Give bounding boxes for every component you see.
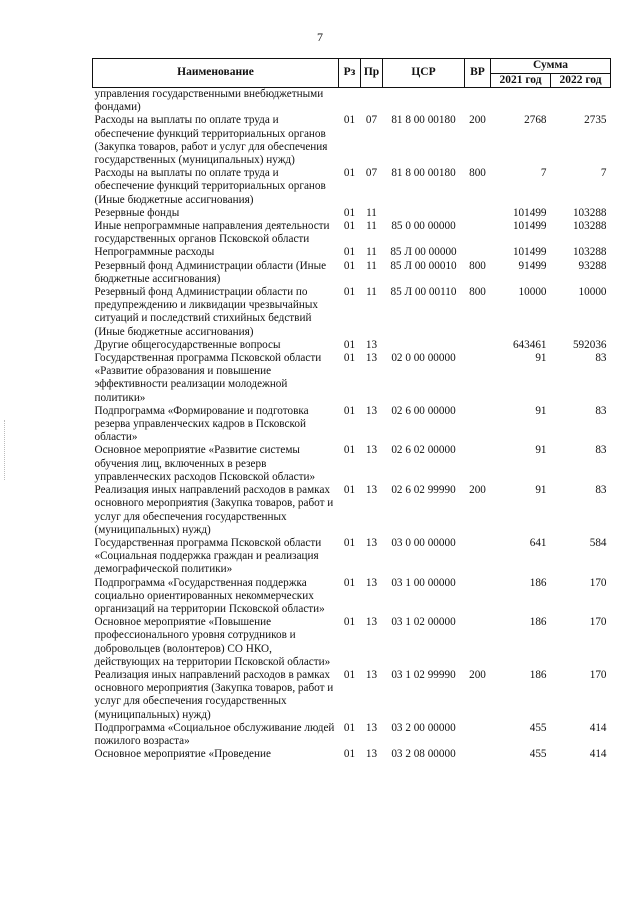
cell-pr: 13 <box>365 484 378 497</box>
cell-s2: 103288 <box>572 206 607 219</box>
cell-s1: 455 <box>529 748 547 761</box>
cell-name: Иные непрограммные направления деятельности государственных органов Псковской области <box>94 220 330 246</box>
cell-s1: 7 <box>540 167 547 180</box>
cell-s2: 83 <box>595 352 607 365</box>
cell-name: Реализация иных направлений расходов в рамках основного мероприятия (Закупка товаров, работ и услуг для обеспечения государственных (муниципальных) нужд) <box>94 484 334 536</box>
cell-name: Основное мероприятие «Проведение <box>94 748 271 761</box>
cell-pr: 13 <box>365 404 378 417</box>
cell-pr: 13 <box>365 721 378 734</box>
table-row <box>93 352 611 405</box>
cell-pr: 07 <box>365 167 378 180</box>
cell-rz: 01 <box>343 748 356 761</box>
cell-pr: 11 <box>366 286 377 299</box>
cell-name: Подпрограмма «Формирование и подготовка резерва управленческих кадров в Псковской области» <box>94 404 309 444</box>
cell-pr: 13 <box>365 616 378 629</box>
cell-pr: 07 <box>365 114 378 127</box>
cell-rz: 01 <box>343 259 356 272</box>
table-row <box>93 207 611 220</box>
cell-csr <box>383 339 465 352</box>
cell-pr: 13 <box>365 576 378 589</box>
cell-csr: 02 0 00 00000 <box>391 352 456 365</box>
cell-csr: 03 1 02 00000 <box>391 616 456 629</box>
cell-rz: 01 <box>343 338 356 351</box>
cell-s2: 2735 <box>584 114 607 127</box>
cell-s1: 186 <box>529 668 547 681</box>
cell-vr: 200 <box>469 114 486 127</box>
table-row <box>93 484 611 537</box>
cell-vr <box>465 577 491 617</box>
cell-rz: 01 <box>343 352 356 365</box>
header-rz: Рз <box>339 59 361 88</box>
cell-s2: 83 <box>595 484 607 497</box>
table-row <box>93 339 611 352</box>
table-row <box>93 220 611 246</box>
cell-s1: 101499 <box>512 206 547 219</box>
cell-name: Основное мероприятие «Повышение профессионального уровня сотрудников и добровольцев (волонтеров) СО НКО, действующих на территории Псковской области» <box>94 616 331 668</box>
cell-rz: 01 <box>343 220 356 233</box>
table-row <box>93 260 611 286</box>
cell-s2: 592036 <box>572 338 607 351</box>
cell-vr: 800 <box>469 167 486 180</box>
table-row <box>93 577 611 617</box>
cell-vr: 200 <box>469 668 486 681</box>
cell-rz: 01 <box>343 444 356 457</box>
cell-pr: 13 <box>365 444 378 457</box>
cell-vr <box>465 722 491 748</box>
table-row <box>93 246 611 259</box>
cell-pr: 13 <box>365 668 378 681</box>
cell-vr <box>465 537 491 577</box>
cell-vr <box>465 207 491 220</box>
cell-vr <box>465 616 491 669</box>
cell-pr: 11 <box>366 259 377 272</box>
cell-pr: 13 <box>365 536 378 549</box>
cell-rz: 01 <box>343 206 356 219</box>
header-vr: ВР <box>465 59 491 88</box>
cell-csr: 03 2 00 00000 <box>391 721 456 734</box>
cell-csr: 02 6 02 00000 <box>391 444 456 457</box>
cell-rz: 01 <box>343 721 356 734</box>
cell-s2: 10000 <box>578 286 607 299</box>
table-row <box>93 722 611 748</box>
cell-csr: 02 6 02 99990 <box>391 484 456 497</box>
cell-pr <box>361 88 383 115</box>
header-name: Наименование <box>93 59 339 88</box>
cell-name: Резервный фонд Администрации области по предупреждению и ликвидации чрезвычайных ситуаций и последствий стихийных бедствий (Иные бюджетные ассигнования) <box>94 286 318 338</box>
cell-rz: 01 <box>343 536 356 549</box>
cell-rz: 01 <box>343 616 356 629</box>
cell-s1: 91499 <box>518 259 547 272</box>
table-row <box>93 405 611 445</box>
cell-vr <box>465 352 491 405</box>
cell-vr <box>465 220 491 246</box>
budget-table <box>92 58 611 761</box>
table-row <box>93 444 611 484</box>
table-row <box>93 616 611 669</box>
cell-rz: 01 <box>343 286 356 299</box>
cell-rz: 01 <box>343 167 356 180</box>
table-row <box>93 114 611 167</box>
cell-rz: 01 <box>343 668 356 681</box>
cell-csr: 85 Л 00 00110 <box>390 286 457 299</box>
cell-name: Реализация иных направлений расходов в рамках основного мероприятия (Закупка товаров, работ и услуг для обеспечения государственных (муниципальных) нужд) <box>94 668 334 721</box>
cell-s1: 186 <box>529 576 547 589</box>
cell-csr <box>383 207 465 220</box>
cell-csr: 03 2 08 00000 <box>391 748 456 761</box>
cell-s2: 584 <box>589 536 607 549</box>
cell-pr: 13 <box>365 338 378 351</box>
header-sum: Сумма <box>491 59 611 74</box>
cell-name: Государственная программа Псковской области «Социальная поддержка граждан и реализация демографической политики» <box>94 536 322 576</box>
cell-vr <box>465 246 491 259</box>
cell-s2: 414 <box>589 748 607 761</box>
table-body <box>93 88 611 762</box>
cell-name: Расходы на выплаты по оплате труда и обеспечение функций территориальных органов (Закупка товаров, работ и услуг для обеспечения государственных (муниципальных) нужд) <box>94 114 328 167</box>
table-row <box>93 88 611 115</box>
cell-csr: 85 Л 00 00000 <box>390 246 457 259</box>
cell-pr: 11 <box>366 206 377 219</box>
cell-csr: 85 0 00 00000 <box>391 220 456 233</box>
cell-rz: 01 <box>343 246 356 259</box>
cell-name: Подпрограмма «Государственная поддержка социально ориентированных некоммерческих организаций на территории Псковской области» <box>94 576 325 615</box>
cell-s2: 93288 <box>578 259 607 272</box>
cell-s1: 101499 <box>512 246 547 259</box>
cell-name: Непрограммные расходы <box>94 246 215 259</box>
cell-s2: 83 <box>595 444 607 457</box>
cell-rz <box>339 88 361 115</box>
cell-csr: 03 1 02 99990 <box>391 668 456 681</box>
cell-csr: 02 6 00 00000 <box>391 404 456 417</box>
cell-vr <box>465 339 491 352</box>
cell-vr: 800 <box>469 286 486 299</box>
table-row <box>93 167 611 207</box>
cell-rz: 01 <box>343 576 356 589</box>
cell-s1: 101499 <box>512 220 547 233</box>
cell-s1: 2768 <box>524 114 547 127</box>
cell-pr: 13 <box>365 748 378 761</box>
page-number: 7 <box>317 30 323 44</box>
cell-s1: 91 <box>535 352 547 365</box>
cell-name: Резервные фонды <box>94 206 180 219</box>
cell-rz: 01 <box>343 484 356 497</box>
cell-vr: 200 <box>469 484 486 497</box>
cell-s2: 170 <box>589 616 607 629</box>
table-row <box>93 669 611 722</box>
cell-s2: 170 <box>589 576 607 589</box>
cell-csr: 85 Л 00 00010 <box>390 259 457 272</box>
table-row <box>93 286 611 339</box>
cell-name: управления государственными внебюджетными фондами) <box>94 88 324 114</box>
cell-pr: 11 <box>366 246 377 259</box>
cell-name: Основное мероприятие «Развитие системы обучения лиц, включенных в резерв управленческих расходов Псковской области» <box>94 444 316 483</box>
cell-csr: 03 1 00 00000 <box>391 576 456 589</box>
header-csr: ЦСР <box>383 59 465 88</box>
cell-csr: 81 8 00 00180 <box>391 167 456 180</box>
cell-vr: 800 <box>469 259 486 272</box>
cell-name: Государственная программа Псковской области «Развитие образования и повышение эффективности реализации молодежной политики» <box>94 352 322 404</box>
table-header <box>93 59 611 88</box>
cell-s2: 170 <box>589 668 607 681</box>
cell-vr <box>465 748 491 761</box>
cell-name: Резервный фонд Администрации области (Иные бюджетные ассигнования) <box>94 259 327 285</box>
header-year-2022: 2022 год <box>551 73 611 88</box>
cell-rz: 01 <box>343 114 356 127</box>
cell-rz: 01 <box>343 404 356 417</box>
cell-s1: 641 <box>529 536 547 549</box>
cell-csr: 03 0 00 00000 <box>391 536 456 549</box>
cell-s1: 91 <box>535 404 547 417</box>
cell-s2: 103288 <box>572 220 607 233</box>
cell-s1: 91 <box>535 444 547 457</box>
cell-name: Другие общегосударственные вопросы <box>94 338 281 351</box>
cell-s1 <box>491 88 551 115</box>
cell-csr <box>383 88 465 115</box>
header-pr: Пр <box>361 59 383 88</box>
margin-scan-mark <box>4 420 7 480</box>
cell-s2 <box>551 88 611 115</box>
cell-vr <box>465 444 491 484</box>
table-row <box>93 748 611 761</box>
cell-csr: 81 8 00 00180 <box>391 114 456 127</box>
cell-s2: 414 <box>589 721 607 734</box>
cell-s1: 643461 <box>512 338 547 351</box>
cell-s1: 91 <box>535 484 547 497</box>
header-year-2021: 2021 год <box>491 73 551 88</box>
cell-s2: 7 <box>600 167 607 180</box>
cell-vr <box>465 88 491 115</box>
cell-name: Расходы на выплаты по оплате труда и обеспечение функций территориальных органов (Иные бюджетные ассигнования) <box>94 167 326 206</box>
cell-s2: 83 <box>595 404 607 417</box>
cell-s2: 103288 <box>572 246 607 259</box>
cell-pr: 13 <box>365 352 378 365</box>
cell-name: Подпрограмма «Социальное обслуживание людей пожилого возраста» <box>94 721 335 747</box>
cell-s1: 455 <box>529 721 547 734</box>
cell-pr: 11 <box>366 220 377 233</box>
cell-vr <box>465 405 491 445</box>
table-row <box>93 537 611 577</box>
cell-s1: 186 <box>529 616 547 629</box>
cell-s1: 10000 <box>518 286 547 299</box>
